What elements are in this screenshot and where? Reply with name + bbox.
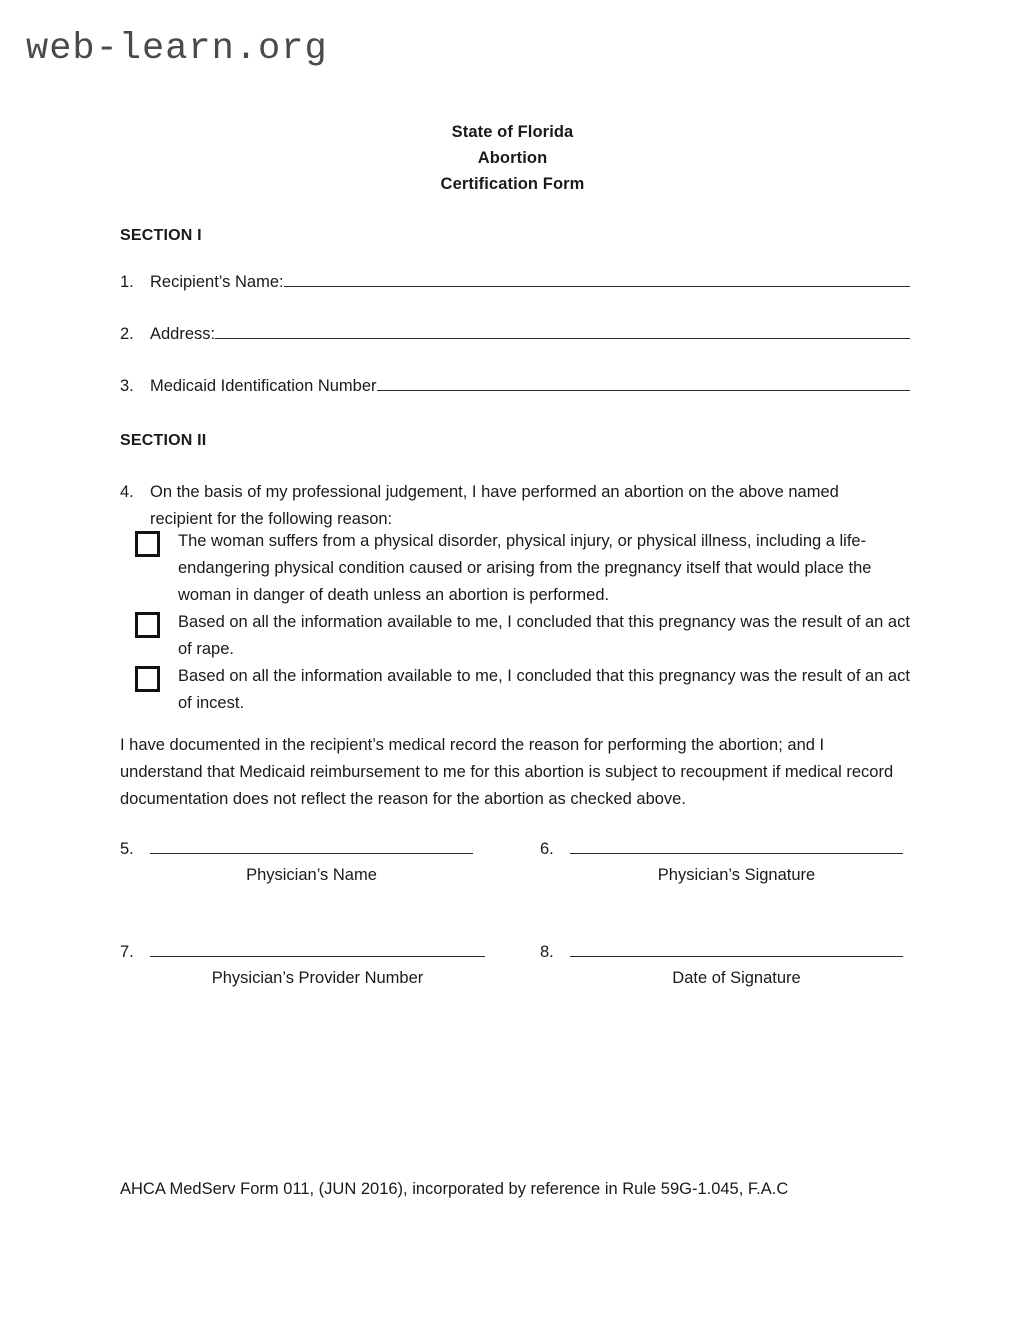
reason-option-label: Based on all the information available to me, I concluded that this pregnancy was the result of an act of rape. [178, 613, 910, 658]
section-2-heading: SECTION II [120, 432, 207, 449]
provider-number-input[interactable] [150, 943, 485, 957]
form-footer-reference: AHCA MedServ Form 011, (JUN 2016), incorporated by reference in Rule 59G-1.045, F.A.C [120, 1180, 789, 1198]
signature-row [540, 943, 903, 962]
title-line-state: State of Florida [451, 123, 574, 141]
reason-option-label: The woman suffers from a physical disorder, physical injury, or physical illness, including a life-endangering physical condition caused or arising from the pregnancy itself that would place the woman in danger of death unless an abortion is performed. [178, 532, 872, 604]
reason-option-incest[interactable] [135, 663, 910, 717]
physician-signature-input[interactable] [570, 840, 903, 854]
date-of-signature-input[interactable] [570, 943, 903, 957]
field-label: Medicaid Identification Number [150, 377, 377, 395]
field-label: Address: [150, 325, 216, 343]
signature-caption: Date of Signature [672, 969, 801, 987]
site-watermark: web-learn.org [26, 28, 328, 70]
signature-block-provider-number [120, 943, 485, 988]
title-line-form-type: Certification Form [440, 175, 585, 193]
form-title-block [0, 119, 1025, 197]
signature-number: 6. [540, 840, 554, 858]
signature-row [540, 840, 903, 859]
question-4-text: On the basis of my professional judgement, I have performed an abortion on the above named recipient for the following reason: [150, 483, 839, 528]
question-4-number: 4. [120, 483, 134, 501]
address-input[interactable] [215, 324, 910, 339]
signature-number: 8. [540, 943, 554, 961]
recipient-name-input[interactable] [284, 272, 910, 287]
checkbox-icon[interactable] [135, 612, 160, 638]
field-number: 1. [120, 273, 134, 291]
field-medicaid-id [120, 375, 910, 397]
reason-option-label: Based on all the information available to me, I concluded that this pregnancy was the result of an act of incest. [178, 667, 910, 712]
signature-caption: Physician’s Name [246, 866, 377, 884]
title-line-subject: Abortion [477, 149, 548, 167]
signature-number: 5. [120, 840, 134, 858]
signature-caption: Physician’s Provider Number [211, 969, 424, 987]
signature-block-physician-signature [540, 840, 903, 885]
signature-caption: Physician’s Signature [657, 866, 816, 884]
signature-row [120, 840, 473, 859]
signature-block-date [540, 943, 903, 988]
attestation-paragraph: I have documented in the recipient’s medical record the reason for performing the abortion; and I understand that Medicaid reimbursement to me for this abortion is subject to recoupment if medical record documentation does not reflect the reason for the abortion as checked above. [120, 736, 894, 808]
question-4 [120, 479, 900, 533]
checkbox-icon[interactable] [135, 531, 160, 557]
section-1-heading: SECTION I [120, 227, 202, 244]
signature-block-physician-name [120, 840, 473, 885]
physician-name-input[interactable] [150, 840, 473, 854]
field-number: 3. [120, 377, 134, 395]
reason-option-rape[interactable] [135, 609, 910, 663]
field-address [120, 323, 910, 345]
checkbox-icon[interactable] [135, 666, 160, 692]
field-number: 2. [120, 325, 134, 343]
reason-option-physical-disorder[interactable] [135, 528, 910, 609]
reason-options [135, 528, 910, 717]
signature-number: 7. [120, 943, 134, 961]
signature-row [120, 943, 485, 962]
field-label: Recipient’s Name: [150, 273, 284, 291]
field-recipient-name [120, 271, 910, 293]
medicaid-id-input[interactable] [377, 376, 910, 391]
